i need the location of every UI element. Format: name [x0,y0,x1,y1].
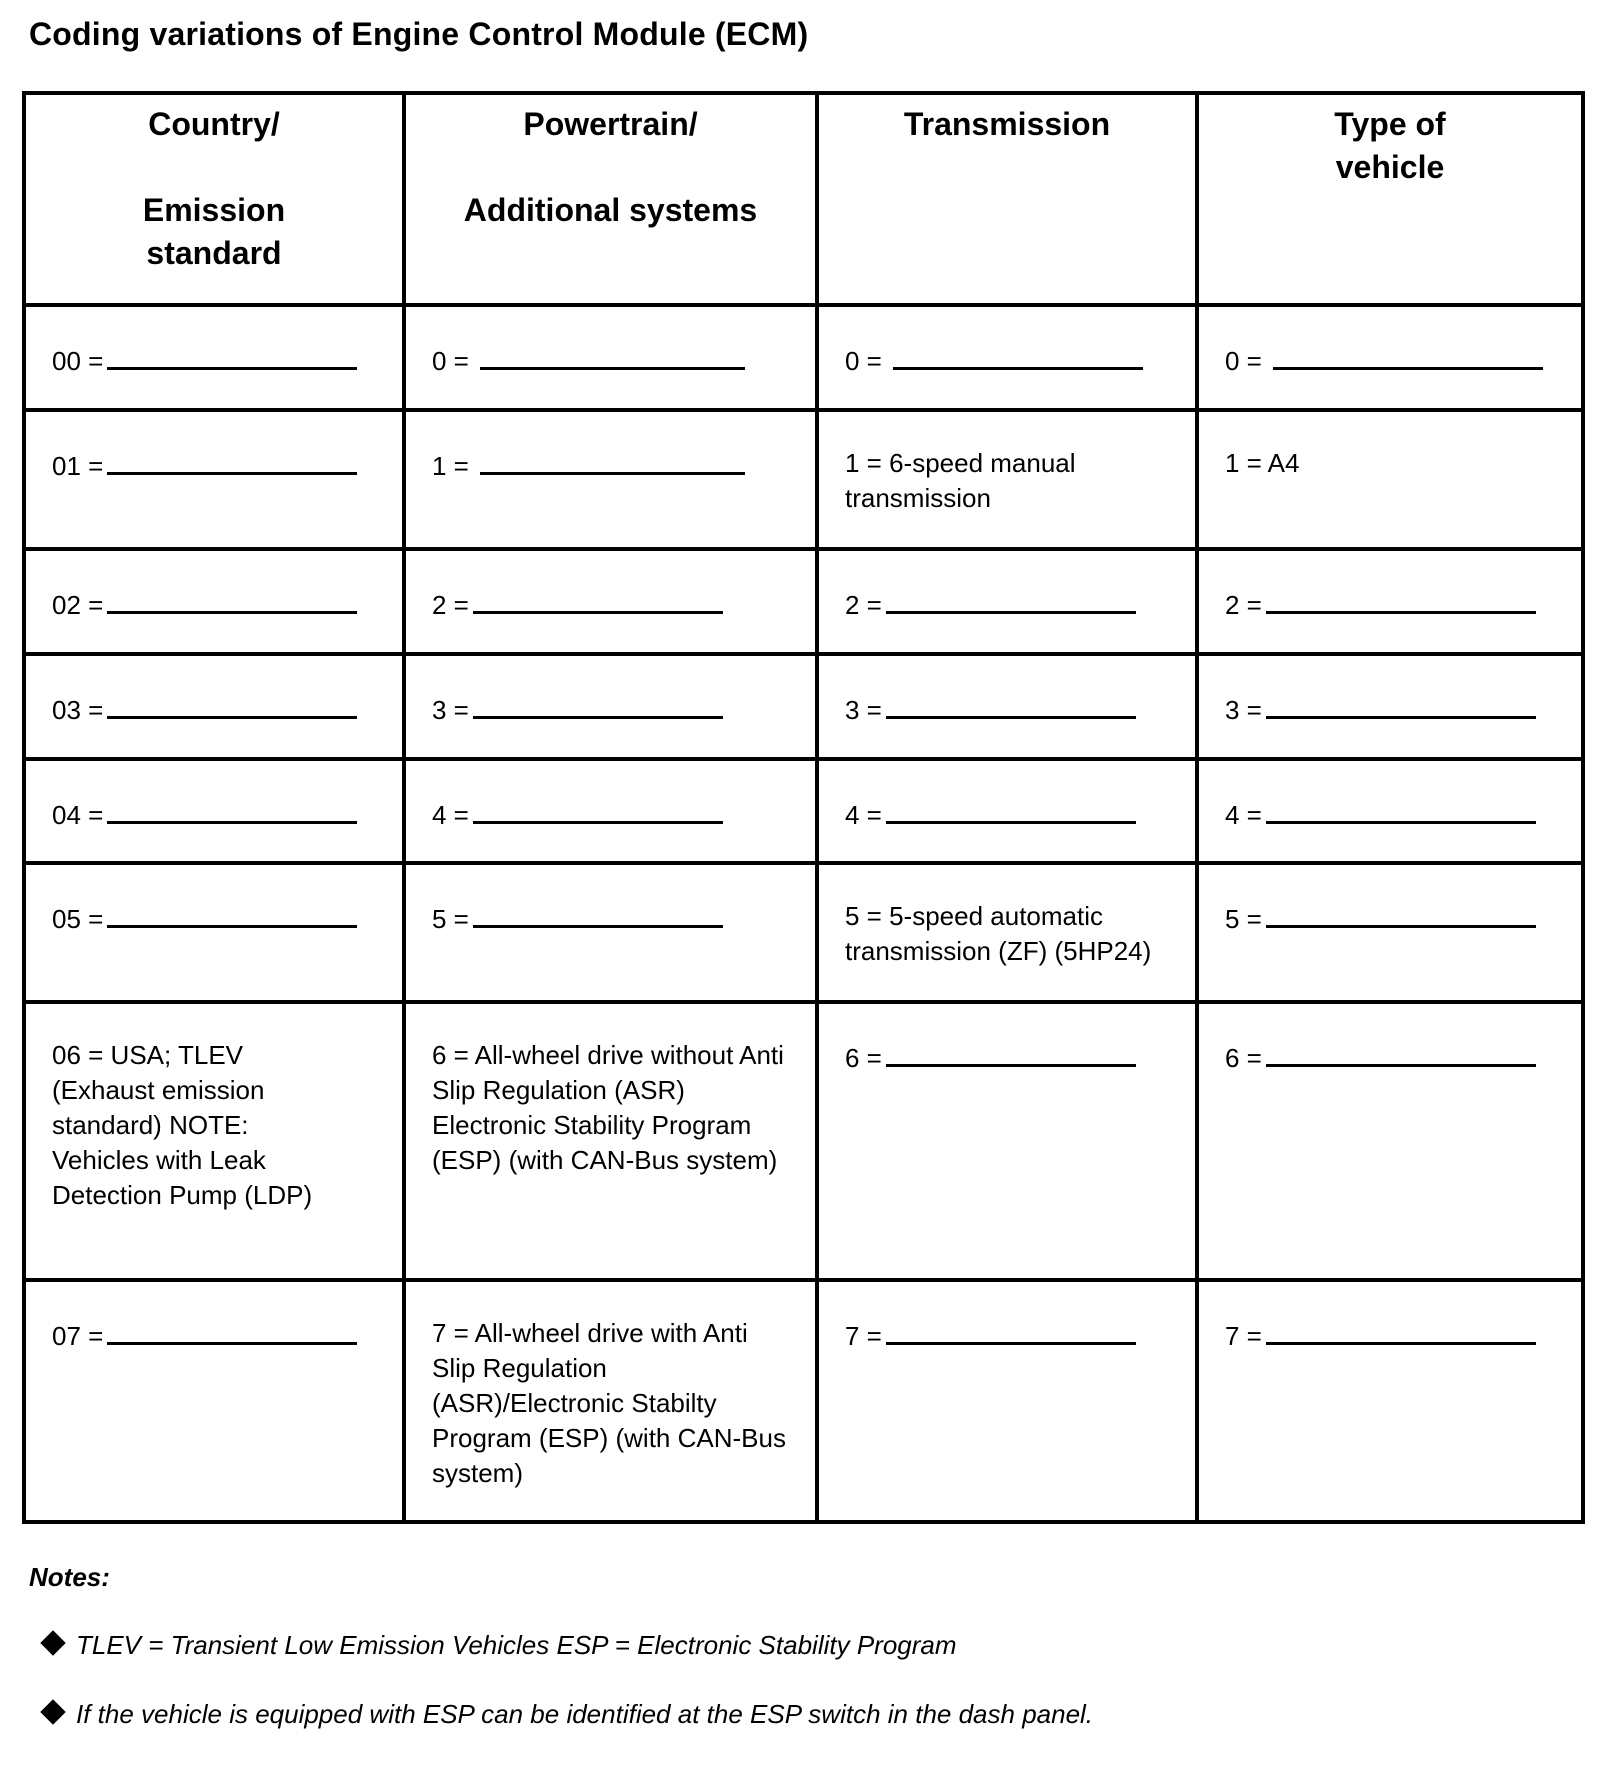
blank-line [480,446,745,475]
table-row [24,863,1583,1002]
table-cell [24,759,404,863]
table-cell [1197,654,1583,759]
table-cell [404,863,817,1002]
table-cell [24,863,404,1002]
table-row [24,1002,1583,1280]
notes-heading: Notes: [29,1562,110,1592]
table-cell [24,305,404,410]
code-description: 7 = All-wheel drive with Anti Slip Regulation (ASR)/Electronic Stabilty Program (ESP) (with CAN-Bus system) [432,1318,786,1488]
diamond-bullet-icon [40,1630,65,1655]
table-cell [24,1280,404,1522]
note-item [40,1630,957,1661]
header-transmission [817,93,1197,305]
note-item [40,1699,1093,1730]
header-vehicle-type [1197,93,1583,305]
table-cell [1197,305,1583,410]
table-cell [817,863,1197,1002]
code-prefix: 2 = [1225,590,1262,620]
code-description: 1 = A4 [1225,448,1300,478]
code-prefix: 6 = [845,1043,882,1073]
code-prefix: 0 = [845,346,882,376]
code-prefix: 04 = [52,800,104,830]
blank-line [107,795,357,824]
note-text: If the vehicle is equipped with ESP can be identified at the ESP switch in the dash panel. [76,1699,1094,1729]
blank-line [1273,341,1543,370]
code-prefix: 3 = [1225,695,1262,725]
blank-line [473,585,723,614]
table-row [24,305,1583,410]
blank-line [107,899,357,928]
table-cell [1197,549,1583,654]
code-prefix: 3 = [432,695,469,725]
blank-line [107,690,357,719]
code-prefix: 6 = [1225,1043,1262,1073]
header-line: Additional systems [463,192,758,228]
code-description: 06 = USA; TLEV (Exhaust emission standard) NOTE: Vehicles with Leak Detection Pump (LDP) [52,1040,313,1210]
blank-line [1266,1316,1536,1345]
blank-line [107,585,357,614]
blank-line [473,795,723,824]
code-prefix: 7 = [1225,1321,1262,1351]
header-line: Type of [1334,106,1446,142]
table-cell [817,305,1197,410]
blank-line [1266,1038,1536,1067]
header-line: Powertrain/ [523,106,698,142]
table-cell [404,305,817,410]
table-cell [1197,410,1583,549]
table-cell [24,1002,404,1280]
code-prefix: 01 = [52,451,104,481]
page-title: Coding variations of Engine Control Module (ECM) [29,16,809,52]
blank-line [1266,690,1536,719]
header-country-emission [24,93,404,305]
code-prefix: 0 = [432,346,469,376]
table-cell [817,1280,1197,1522]
code-prefix: 5 = [432,904,469,934]
table-cell [817,410,1197,549]
table-cell [1197,1002,1583,1280]
ecm-coding-table [22,91,1585,1524]
header-row [24,93,1583,305]
code-prefix: 0 = [1225,346,1262,376]
blank-line [480,341,745,370]
header-line: Emission [142,192,286,228]
table-cell [404,410,817,549]
blank-line [1266,585,1536,614]
blank-line [473,899,723,928]
code-description: 5 = 5-speed automatic transmission (ZF) (5HP24) [845,901,1152,966]
blank-line [107,341,357,370]
table-cell [1197,759,1583,863]
code-prefix: 4 = [845,800,882,830]
code-prefix: 4 = [432,800,469,830]
blank-line [886,1316,1136,1345]
blank-line [886,690,1136,719]
table-cell [1197,863,1583,1002]
header-line: Country/ [148,106,280,142]
header-powertrain [404,93,817,305]
table-cell [404,759,817,863]
note-text: TLEV = Transient Low Emission Vehicles ESP = Electronic Stability Program [76,1630,957,1660]
blank-line [1266,795,1536,824]
table-cell [404,654,817,759]
code-prefix: 1 = [432,451,469,481]
table-cell [404,1002,817,1280]
table-cell [404,1280,817,1522]
blank-line [473,690,723,719]
code-prefix: 7 = [845,1321,882,1351]
table-cell [24,549,404,654]
code-prefix: 2 = [845,590,882,620]
table-cell [817,1002,1197,1280]
code-prefix: 05 = [52,904,104,934]
code-prefix: 5 = [1225,904,1262,934]
code-prefix: 00 = [52,346,104,376]
table-cell [24,654,404,759]
blank-line [893,341,1143,370]
blank-line [107,446,357,475]
header-line: standard [146,235,282,271]
blank-line [886,1038,1136,1067]
code-description: 1 = 6-speed manual transmission [845,448,1076,513]
blank-line [1266,899,1536,928]
table-cell [817,654,1197,759]
table-row [24,1280,1583,1522]
table-cell [817,759,1197,863]
table-cell [1197,1280,1583,1522]
table-cell [24,410,404,549]
header-line: Transmission [903,106,1111,142]
code-prefix: 4 = [1225,800,1262,830]
blank-line [886,795,1136,824]
table-cell [404,549,817,654]
diamond-bullet-icon [40,1699,65,1724]
code-prefix: 03 = [52,695,104,725]
table-row [24,549,1583,654]
table-row [24,654,1583,759]
table-row [24,410,1583,549]
table-row [24,759,1583,863]
code-description: 6 = All-wheel drive without Anti Slip Regulation (ASR) Electronic Stability Program (ESP) (with CAN-Bus system) [432,1040,784,1175]
blank-line [886,585,1136,614]
code-prefix: 2 = [432,590,469,620]
code-prefix: 07 = [52,1321,104,1351]
blank-line [107,1316,357,1345]
header-line: vehicle [1335,149,1445,185]
table-cell [817,549,1197,654]
code-prefix: 3 = [845,695,882,725]
code-prefix: 02 = [52,590,104,620]
